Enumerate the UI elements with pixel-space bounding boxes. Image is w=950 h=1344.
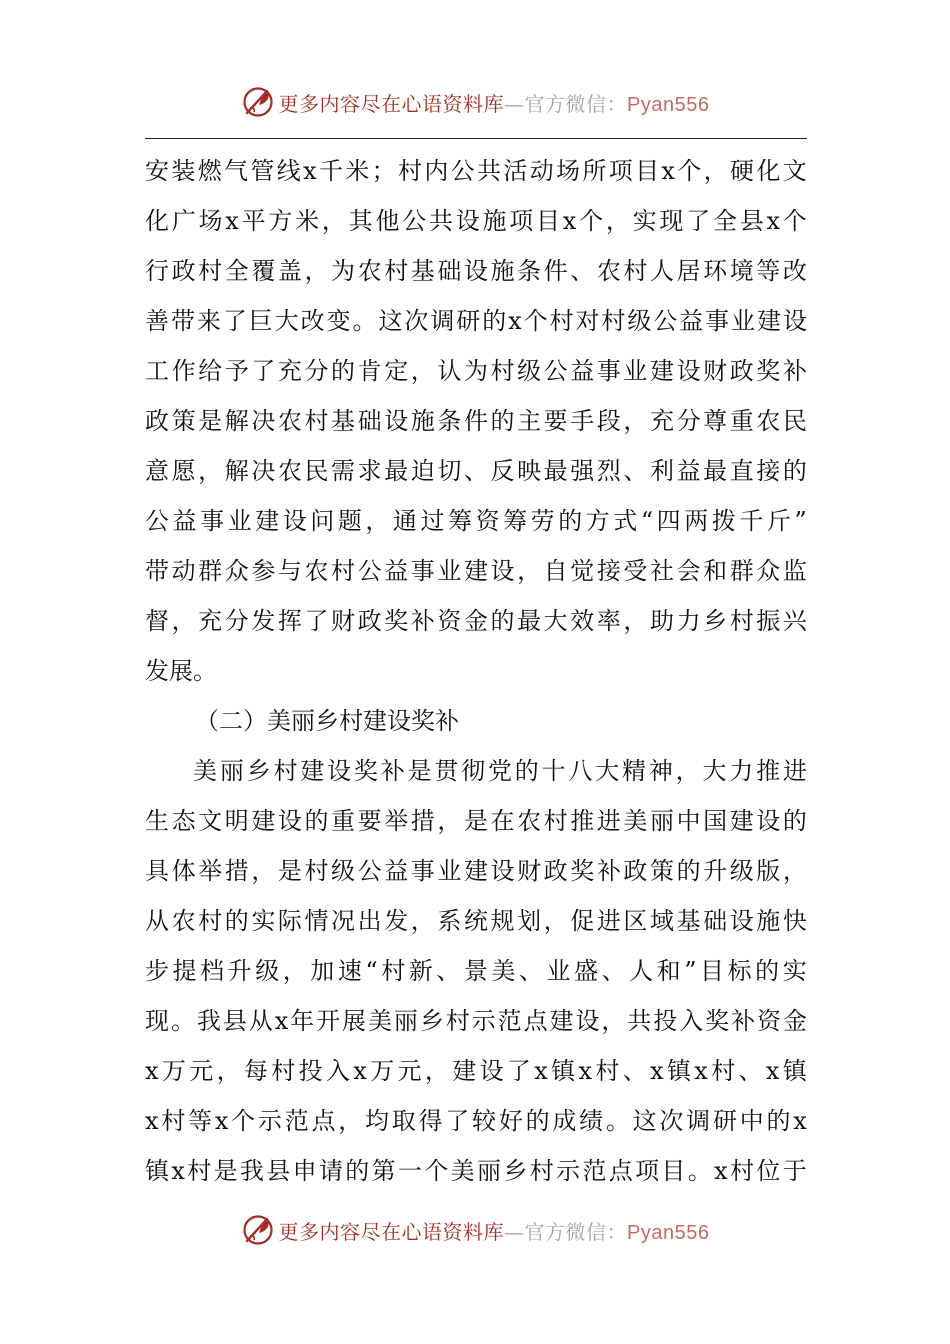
text-line: 从 农 村 的 实 际 情 况 出 发 ， 系 统 规 划 ， 促 进 区 域 基 础 设 施 快 — [145, 907, 807, 935]
text-line: 发展。 — [145, 657, 217, 685]
text-line: 督 ， 充 分 发 挥 了 财 政 奖 补 资 金 的 最 大 效 率 ， 助 力 乡 村 振 兴 — [145, 607, 807, 635]
watermark-text — [279, 88, 710, 117]
watermark-separator: — — [504, 91, 525, 116]
document-body — [145, 146, 807, 1196]
text-line: 意 愿 ， 解 决 农 民 需 求 最 迫 切 、 反 映 最 强 烈 、 利 益 最 直 接 的 — [145, 457, 807, 485]
watermark-wechat-id: Pyan556 — [627, 93, 710, 116]
paragraph-1 — [145, 146, 807, 696]
text-line: 具 体 举 措 ， 是 村 级 公 益 事 业 建 设 财 政 奖 补 政 策 的 升 级 版 ， — [145, 857, 807, 885]
watermark-label: 官方微信： — [524, 91, 628, 116]
paragraph-2 — [145, 746, 807, 1196]
text-line: x 村 等 x 个 示 范 点 ， 均 取 得 了 较 好 的 成 绩 。 这 次 调 研 中 的 x — [145, 1107, 807, 1135]
header-watermark — [0, 80, 950, 124]
text-line: 镇 x 村 是 我 县 申 请 的 第 一 个 美 丽 乡 村 示 范 点 项 目 。 x 村 位 于 — [145, 1157, 807, 1185]
watermark-text — [279, 1216, 710, 1245]
footer-watermark — [0, 1208, 950, 1252]
text-line: 美 丽 乡 村 建 设 奖 补 是 贯 彻 党 的 十 八 大 精 神 ， 大 力 推 进 — [193, 757, 807, 785]
watermark-separator: — — [504, 1219, 525, 1244]
text-line: x 万 元 ， 每 村 投 入 x 万 元 ， 建 设 了 x 镇 x 村 、 x 镇 x 村 、 x 镇 — [145, 1057, 807, 1085]
text-line: 步 提 档 升 级 ， 加 速 “ 村 新 、 景 美 、 业 盛 、 人 和 ” 目 标 的 实 — [145, 957, 807, 985]
text-line: 生 态 文 明 建 设 的 重 要 举 措 ， 是 在 农 村 推 进 美 丽 中 国 建 设 的 — [145, 807, 807, 835]
quill-pen-logo-icon — [241, 85, 275, 119]
text-line: 化 广 场 x 平 方 米 ， 其 他 公 共 设 施 项 目 x 个 ， 实 现 了 全 县 x 个 — [145, 207, 807, 235]
text-line: 政 策 是 解 决 农 村 基 础 设 施 条 件 的 主 要 手 段 ， 充 分 尊 重 农 民 — [145, 407, 807, 435]
watermark-brand: 更多内容尽在心语资料库 — [278, 1219, 505, 1244]
header-divider — [145, 138, 807, 139]
text-line: 善 带 来 了 巨 大 改 变 。 这 次 调 研 的 x 个 村 对 村 级 公 益 事 业 建 设 — [145, 307, 807, 335]
watermark-wechat-id: Pyan556 — [627, 1221, 710, 1244]
text-line: 公 益 事 业 建 设 问 题 ， 通 过 筹 资 筹 劳 的 方 式 “ 四 两 拨 千 斤 ” — [145, 507, 807, 535]
text-line: 带 动 群 众 参 与 农 村 公 益 事 业 建 设 ， 自 觉 接 受 社 会 和 群 众 监 — [145, 557, 807, 585]
text-line: 行 政 村 全 覆 盖 ， 为 农 村 基 础 设 施 条 件 、 农 村 人 居 环 境 等 改 — [145, 257, 807, 285]
section-heading: （二）美丽乡村建设奖补 — [195, 707, 459, 735]
watermark-brand: 更多内容尽在心语资料库 — [278, 91, 505, 116]
watermark-label: 官方微信： — [524, 1219, 628, 1244]
text-line: 安 装 燃 气 管 线 x 千 米 ； 村 内 公 共 活 动 场 所 项 目 x 个 ， 硬 化 文 — [145, 157, 807, 185]
quill-pen-logo-icon — [241, 1213, 275, 1247]
text-line: 现 。 我 县 从 x 年 开 展 美 丽 乡 村 示 范 点 建 设 ， 共 投 入 奖 补 资 金 — [145, 1007, 807, 1035]
text-line: 工 作 给 予 了 充 分 的 肯 定 ， 认 为 村 级 公 益 事 业 建 设 财 政 奖 补 — [145, 357, 807, 385]
